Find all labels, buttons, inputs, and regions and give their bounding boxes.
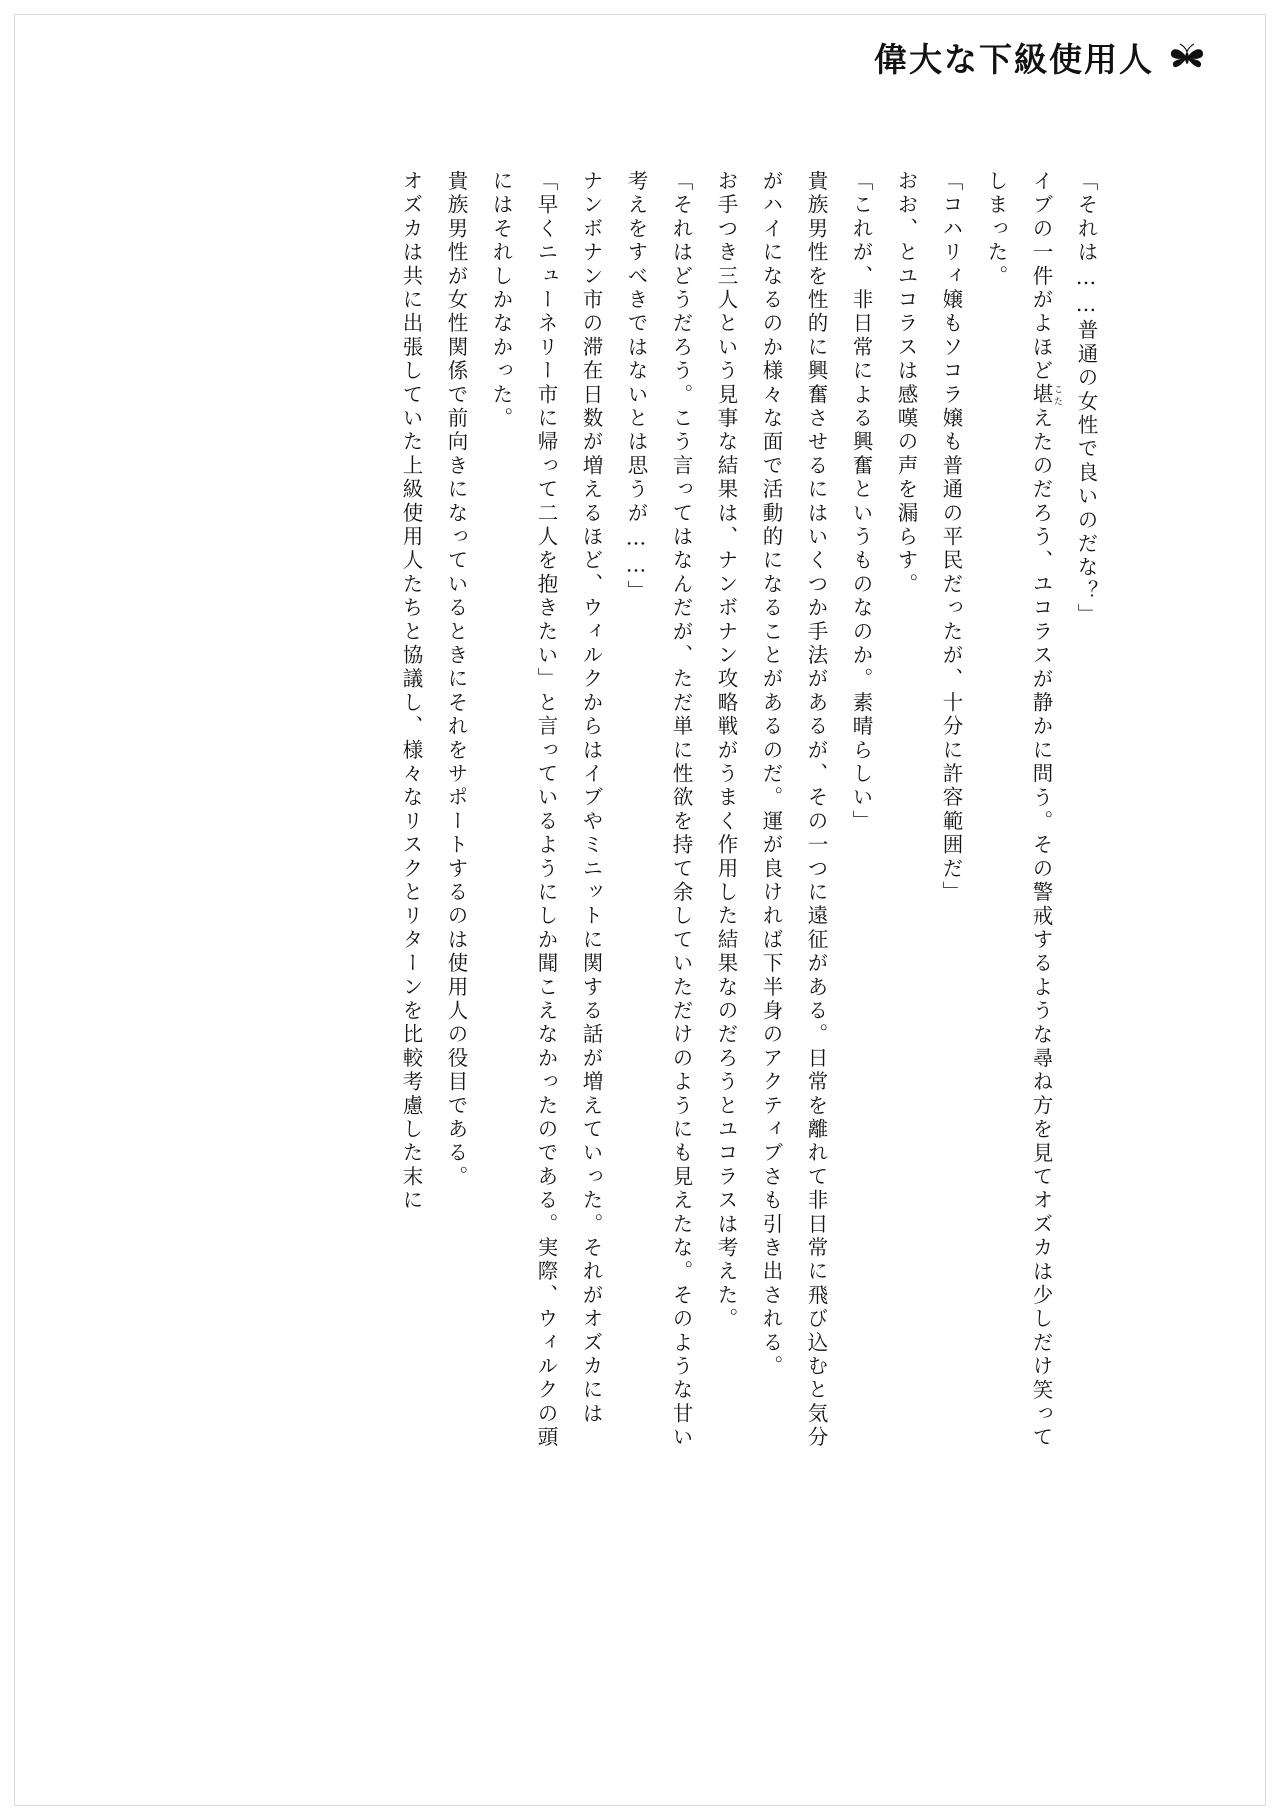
paragraph-9: ナンボナン市の滞在日数が増えるほど、ウィルクからはイブやミニットに関する話が増えていった。それがオズカには「早くニューネリー市に帰って二人を抱きたい」と言っているようにしか聞こえなかったのである。実際、ウィルクの頭にはそれしかなかった。: [489, 170, 603, 1450]
paragraph-6: 貴族男性を性的に興奮させるにはいくつか手法があるが、その一つに遠征がある。日常を離れて非日常に飛び込むと気分がハイになるのか様々な面で活動的になることがあるのだ。運が良ければ下半身のアクティブさも引き出される。: [759, 170, 828, 1450]
paragraph-10: 貴族男性が女性関係で前向きになっているときにそれをサポートするのは使用人の役目である。: [444, 170, 468, 1190]
paragraph-11: オズカは共に出張していた上級使用人たちと協議し、様々なリスクとリターンを比較考慮した末に: [399, 170, 423, 1213]
paragraph-1: 「それは……普通の女性で良いのだな？」: [1074, 170, 1098, 628]
book-title: 偉大な下級使用人: [874, 43, 1154, 79]
butterfly-ornament-icon: [1168, 39, 1206, 77]
paragraph-3: 「コハリィ嬢もソコラ嬢も普通の平民だったが、十分に許容範囲だ」: [939, 170, 963, 905]
novel-body-text: [108, 170, 1108, 1470]
paragraph-4: おお、とユコラスは感嘆の声を漏らす。: [894, 170, 918, 597]
ruby-annotation: 堪 こた: [1029, 383, 1062, 408]
page-header: [874, 34, 1206, 81]
paragraph-2: イブの一件がよほど堪 こたえたのだろう、ユコラスが静かに問う。その警戒するような尋ね方を見てオズカは少しだけ笑ってしまった。: [984, 170, 1062, 1450]
paragraph-7: お手つき三人という見事な結果は、ナンボナン攻略戦がうまく作用した結果なのだろうとユコラスは考えた。: [714, 170, 738, 1332]
paragraph-8: 「それはどうだろう。こう言ってはなんだが、ただ単に性欲を持て余していただけのようにも見えたな。そのような甘い考えをすべきではないとは思うが……」: [624, 170, 693, 1450]
paragraph-5: 「これが、非日常による興奮というものなのか。素晴らしい」: [849, 170, 873, 834]
